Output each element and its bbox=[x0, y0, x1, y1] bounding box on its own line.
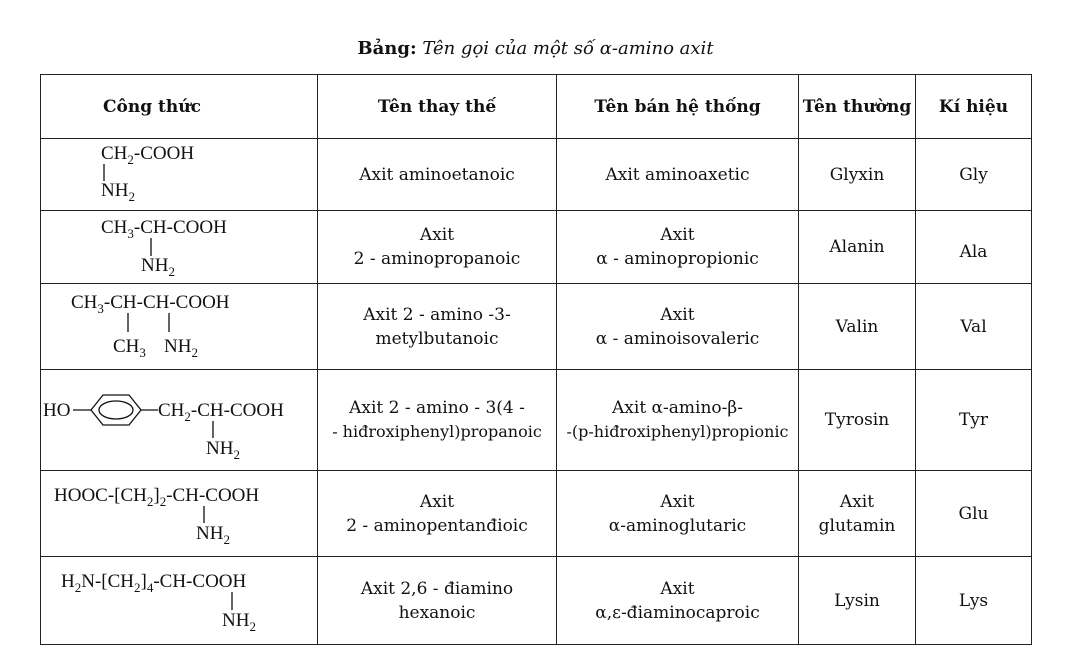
svg-text:NH2: $NH_2$ bbox=[101, 180, 135, 204]
formula-cell bbox=[41, 284, 318, 370]
svg-text:H2N-[CH2]4-CH-COOH: $H_2N-[CH_2]_4-CH$-COOH bbox=[61, 571, 247, 595]
header-substitution-name: Tên thay thế bbox=[318, 75, 557, 139]
table-row bbox=[41, 139, 1032, 211]
common-name-cell: Alanin bbox=[799, 211, 916, 284]
svg-text:CH2-CH-COOH: $CH_2-CH$-COOH bbox=[158, 400, 284, 424]
common-name-cell: Glyxin bbox=[799, 139, 916, 211]
semi-name-cell: Axit α - aminoisovaleric bbox=[557, 284, 799, 370]
semi-name-cell: Axit aminoaxetic bbox=[557, 139, 799, 211]
formula-glycine bbox=[41, 139, 317, 210]
header-semi-systematic-name: Tên bán hệ thống bbox=[557, 75, 799, 139]
table-row bbox=[41, 471, 1032, 557]
substitution-name-cell: Axit 2 - amino - 3(4 - - hiđroxiphenyl)propanoic bbox=[318, 370, 557, 471]
svg-text:CH3: $CH_3$ bbox=[113, 336, 146, 360]
svg-text:NH2: $NH_2$ bbox=[222, 610, 256, 634]
semi-name-cell: Axit α - aminopropionic bbox=[557, 211, 799, 284]
symbol-cell: Lys bbox=[916, 557, 1032, 645]
caption-title: Tên gọi của một số α-amino axit bbox=[422, 38, 714, 59]
formula-tyrosine bbox=[41, 370, 317, 470]
formula-glutamic-acid bbox=[41, 471, 317, 556]
amino-acid-table bbox=[40, 74, 1032, 645]
substitution-name-cell: Axit aminoetanoic bbox=[318, 139, 557, 211]
semi-name-cell: Axit α-amino-β- -(p-hiđroxiphenyl)propionic bbox=[557, 370, 799, 471]
formula-alanine bbox=[41, 211, 317, 283]
svg-text:NH2: $NH_2$ bbox=[206, 438, 240, 462]
common-name-cell: Axit glutamin bbox=[799, 471, 916, 557]
svg-text:NH2: $NH_2$ bbox=[164, 336, 198, 360]
formula-cell bbox=[41, 471, 318, 557]
svg-text:NH2: $NH_2$ bbox=[141, 255, 175, 279]
table-row bbox=[41, 557, 1032, 645]
svg-text:HO: HO bbox=[43, 400, 71, 421]
table-row bbox=[41, 284, 1032, 370]
header-symbol: Kí hiệu bbox=[916, 75, 1032, 139]
symbol-cell: Glu bbox=[916, 471, 1032, 557]
substitution-name-cell: Axit 2 - aminopropanoic bbox=[318, 211, 557, 284]
substitution-name-cell: Axit 2 - amino -3- metylbutanoic bbox=[318, 284, 557, 370]
table-caption bbox=[0, 38, 1071, 59]
symbol-cell: Val bbox=[916, 284, 1032, 370]
symbol-cell: Gly bbox=[916, 139, 1032, 211]
common-name-cell: Valin bbox=[799, 284, 916, 370]
table-row bbox=[41, 211, 1032, 284]
formula-cell bbox=[41, 370, 318, 471]
substitution-name-cell: Axit 2 - aminopentanđioic bbox=[318, 471, 557, 557]
formula-cell bbox=[41, 211, 318, 284]
svg-text:HOOC-[CH2]2-CH-COOH: HOOC-$[CH_2]_2-CH$-COOH bbox=[54, 485, 260, 509]
formula-lysine bbox=[41, 557, 317, 644]
formula-valine bbox=[41, 284, 317, 369]
common-name-cell: Tyrosin bbox=[799, 370, 916, 471]
symbol-cell: Tyr bbox=[916, 370, 1032, 471]
header-formula: Công thức bbox=[41, 75, 318, 139]
formula-cell bbox=[41, 139, 318, 211]
formula-cell bbox=[41, 557, 318, 645]
substitution-name-cell: Axit 2,6 - điamino hexanoic bbox=[318, 557, 557, 645]
header-common-name: Tên thường bbox=[799, 75, 916, 139]
table-row bbox=[41, 370, 1032, 471]
semi-name-cell: Axit α-aminoglutaric bbox=[557, 471, 799, 557]
header-row bbox=[41, 75, 1032, 139]
symbol-cell: Ala bbox=[916, 211, 1032, 284]
svg-text:NH2: $NH_2$ bbox=[196, 523, 230, 547]
svg-text:CH2-COOH: $CH_2$-COOH bbox=[101, 143, 195, 167]
svg-text:CH3-CH-COOH: $CH_3-CH$-COOH bbox=[101, 217, 227, 241]
caption-label: Bảng: bbox=[357, 38, 417, 59]
semi-name-cell: Axit α,ε-điaminocaproic bbox=[557, 557, 799, 645]
svg-text:CH3-CH-CH-COOH: $CH_3-CH-CH$-COOH bbox=[71, 292, 230, 316]
common-name-cell: Lysin bbox=[799, 557, 916, 645]
